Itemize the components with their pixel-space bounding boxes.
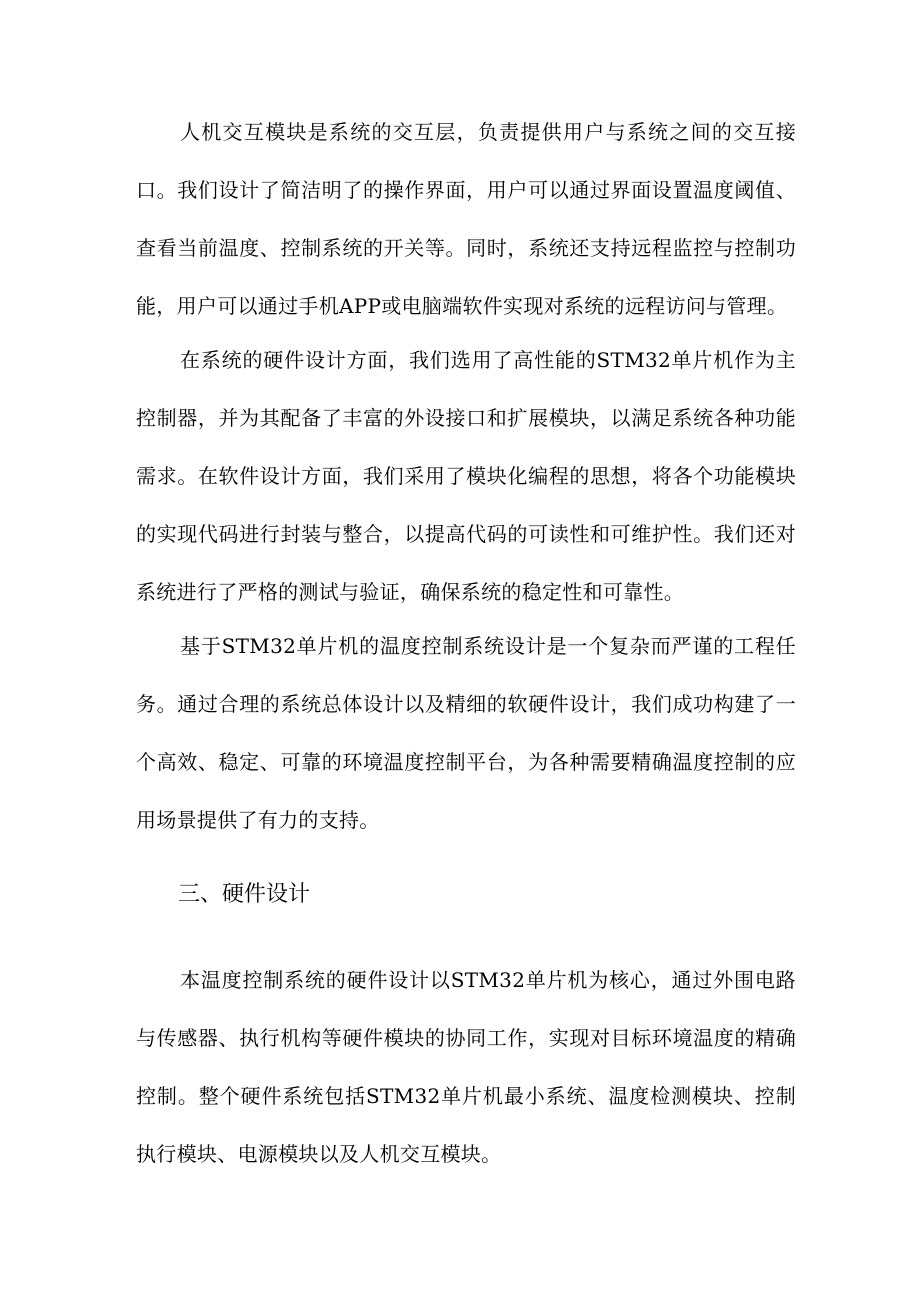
paragraph-human-machine-interaction: 人机交互模块是系统的交互层，负责提供用户与系统之间的交互接口。我们设计了简洁明了的操作界面，用户可以通过界面设置温度阈值、查看当前温度、控制系统的开关等。同时，系统还支持远程监控与控制功能，用户可以通过手机APP或电脑端软件实现对系统的远程访问与管理。	[136, 120, 796, 318]
section-heading-hardware-design: 三、硬件设计	[178, 882, 311, 907]
paragraph-hardware-overview: 本温度控制系统的硬件设计以STM32单片机为核心，通过外围电路与传感器、执行机构等硬件模块的协同工作，实现对目标环境温度的精确控制。整个硬件系统包括STM32单片机最小系统、温度检测模块、控制执行模块、电源模块以及人机交互模块。	[136, 968, 796, 1166]
paragraph-hardware-software-design: 在系统的硬件设计方面，我们选用了高性能的STM32单片机作为主控制器，并为其配备了丰富的外设接口和扩展模块，以满足系统各种功能需求。在软件设计方面，我们采用了模块化编程的思想，将各个功能模块的实现代码进行封装与整合，以提高代码的可读性和可维护性。我们还对系统进行了严格的测试与验证，确保系统的稳定性和可靠性。	[136, 348, 796, 604]
paragraph-system-summary: 基于STM32单片机的温度控制系统设计是一个复杂而严谨的工程任务。通过合理的系统总体设计以及精细的软硬件设计，我们成功构建了一个高效、稳定、可靠的环境温度控制平台，为各种需要精确温度控制的应用场景提供了有力的支持。	[136, 634, 796, 832]
